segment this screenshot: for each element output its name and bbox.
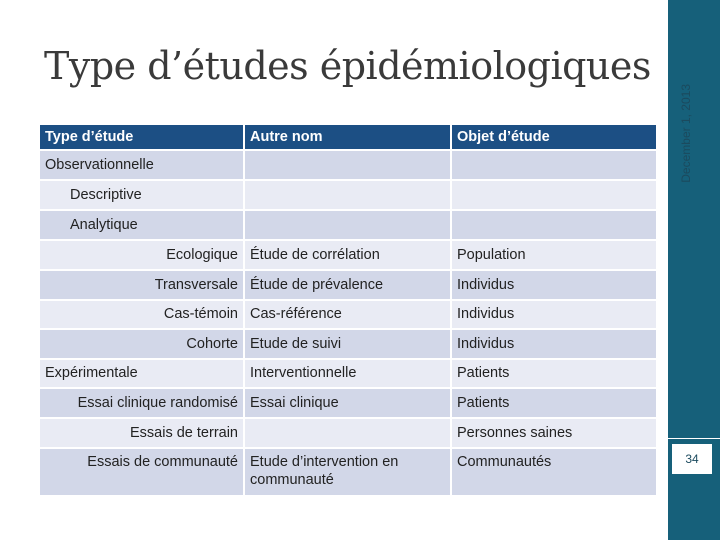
table-cell: Étude de corrélation [244,240,451,270]
table-row [39,240,657,270]
table-cell: Patients [451,388,657,418]
table-cell [244,180,451,210]
table-cell [451,150,657,180]
table-row [39,448,657,496]
slide-date [676,28,696,238]
table-row [39,180,657,210]
table-cell: Patients [451,359,657,388]
table-cell [244,210,451,240]
table-cell: Descriptive [39,180,244,210]
table-header-row [39,124,657,150]
sidebar-divider [666,0,668,540]
slide-date-text: December 1, 2013 [679,83,693,183]
page-number: 34 [672,444,712,474]
table-cell: Etude d’intervention en communauté [244,448,451,496]
table-row [39,270,657,300]
table-cell: Personnes saines [451,418,657,448]
table-row [39,388,657,418]
table-row [39,418,657,448]
table-row [39,150,657,180]
table-cell [451,210,657,240]
table-cell: Essai clinique randomisé [39,388,244,418]
table-cell: Communautés [451,448,657,496]
header-cell: Objet d’étude [451,124,657,150]
table-row [39,359,657,388]
table-cell [451,180,657,210]
table-row [39,210,657,240]
table-cell: Analytique [39,210,244,240]
table-cell: Essai clinique [244,388,451,418]
table-cell: Transversale [39,270,244,300]
table-row [39,329,657,359]
table-cell: Interventionnelle [244,359,451,388]
table-cell: Ecologique [39,240,244,270]
table-cell: Cas-référence [244,300,451,329]
header-cell: Autre nom [244,124,451,150]
table-cell: Cas-témoin [39,300,244,329]
table-cell: Essais de terrain [39,418,244,448]
table-cell: Expérimentale [39,359,244,388]
table-cell: Cohorte [39,329,244,359]
page-number-divider [668,438,720,439]
slide-title: Type d’études épidémiologiques [44,44,651,88]
table-cell: Population [451,240,657,270]
table-cell: Individus [451,270,657,300]
table-cell: Etude de suivi [244,329,451,359]
header-cell: Type d’étude [39,124,244,150]
table-cell [244,418,451,448]
table-cell: Individus [451,300,657,329]
table-cell: Essais de communauté [39,448,244,496]
study-types-table [38,123,658,497]
table-cell: Individus [451,329,657,359]
table-row [39,300,657,329]
table-cell: Étude de prévalence [244,270,451,300]
table-cell [244,150,451,180]
table-cell: Observationnelle [39,150,244,180]
